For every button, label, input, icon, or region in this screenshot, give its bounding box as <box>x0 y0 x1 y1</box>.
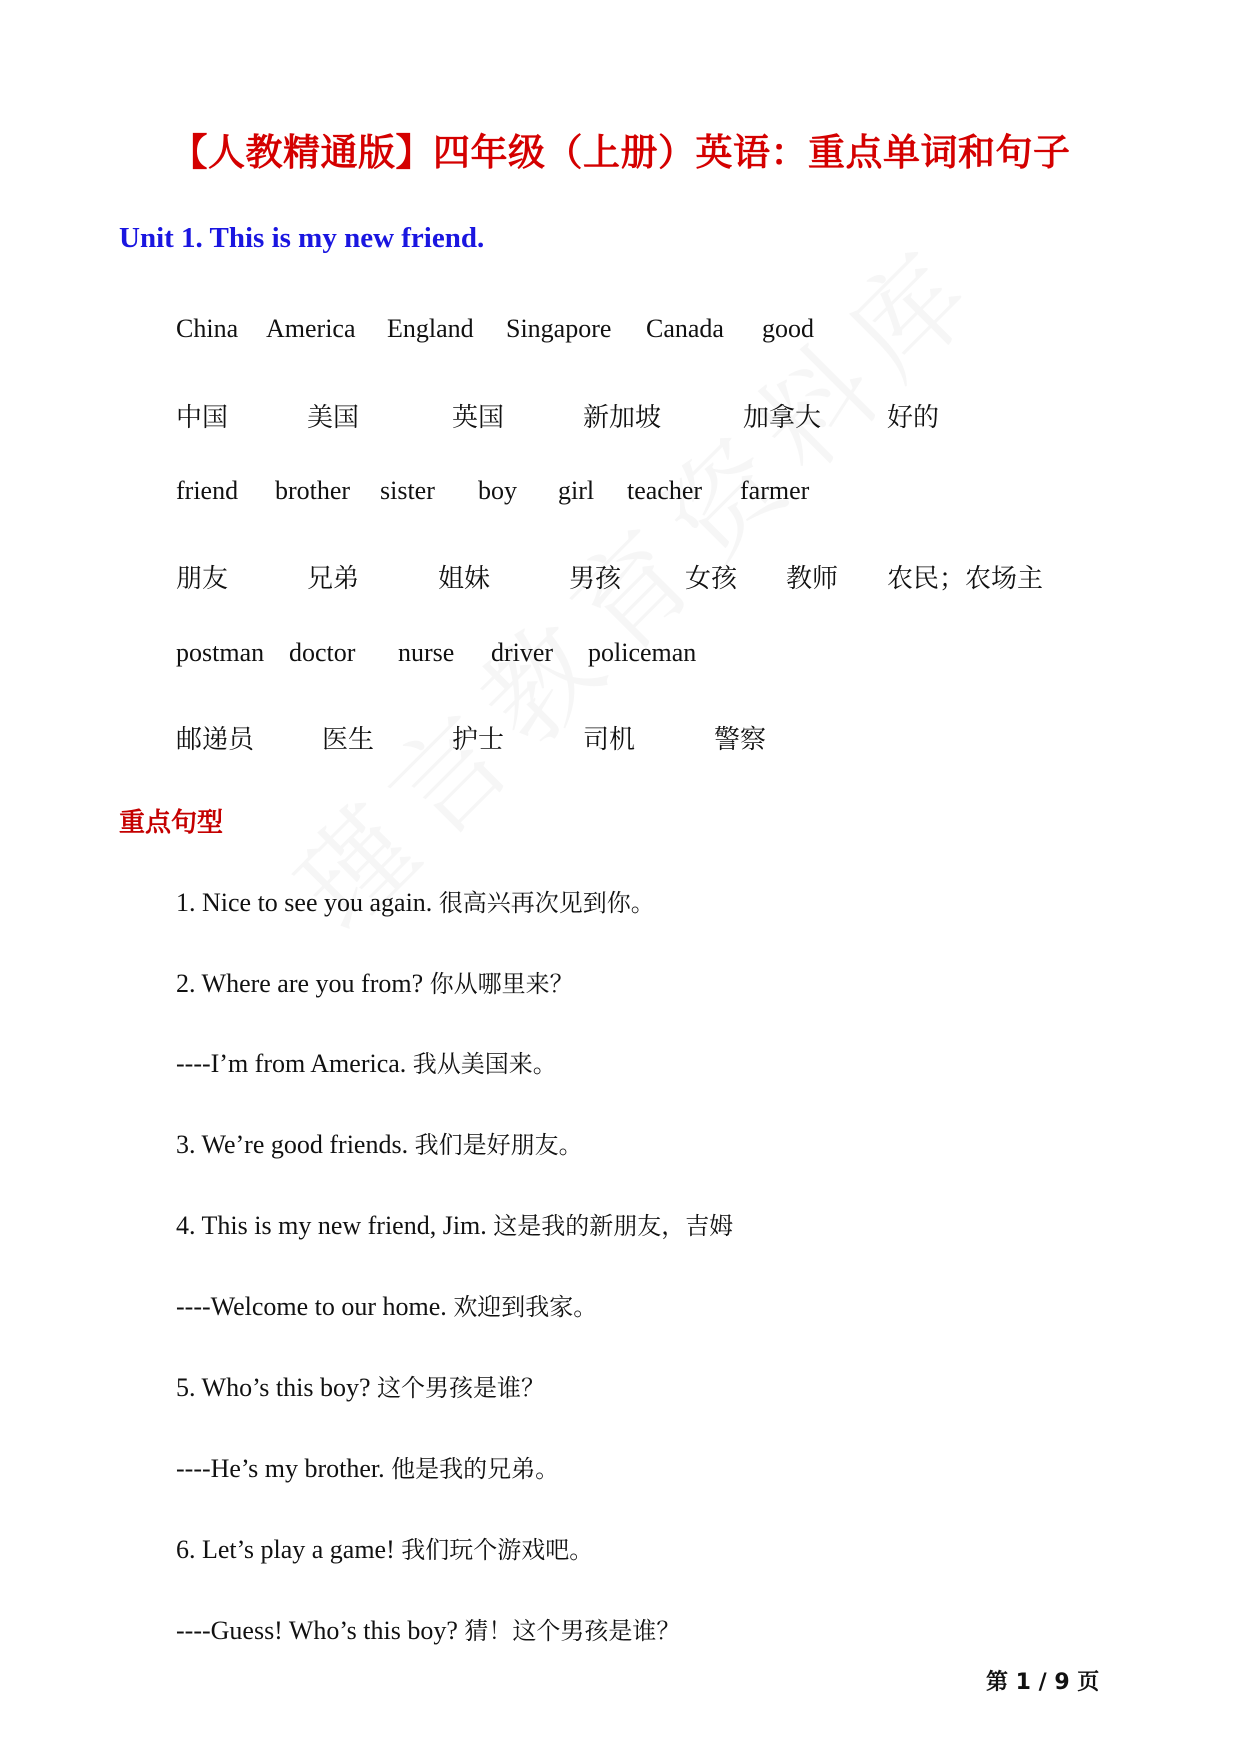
sentence-cn: 我们是好朋友。 <box>414 1131 583 1159</box>
vocab-translation: 女孩 <box>685 564 738 594</box>
vocab-translation: 美国 <box>307 403 360 433</box>
vocab-row <box>0 314 1241 354</box>
vocab-translation: 农民；农场主 <box>887 564 1044 594</box>
vocab-translation: 警察 <box>714 725 767 755</box>
sentence-cn: 这个男孩是谁？ <box>377 1374 546 1402</box>
page-number: 第 1 / 9 页 <box>986 1670 1100 1695</box>
sentence-cn: 我们玩个游戏吧。 <box>401 1536 594 1564</box>
sentence-cn: 你从哪里来？ <box>429 970 574 998</box>
sentence-en: ----He’s my brother. <box>176 1454 392 1483</box>
vocab-row <box>0 638 1241 678</box>
vocab-row <box>0 558 1241 598</box>
vocab-word: nurse <box>398 638 455 667</box>
vocab-translation: 新加坡 <box>583 403 662 433</box>
sentence-en: 2. Where are you from? <box>176 969 430 998</box>
vocab-word: postman <box>176 638 265 667</box>
vocab-word: Canada <box>646 314 724 343</box>
sentence-line <box>176 1449 559 1484</box>
vocab-translation: 加拿大 <box>743 403 822 433</box>
sentence-line <box>176 1287 597 1322</box>
sentence-line <box>176 883 655 918</box>
vocab-translation: 兄弟 <box>307 564 360 594</box>
document-title: 【人教精通版】四年级（上册）英语：重点单词和句子 <box>170 130 1071 174</box>
sentence-en: ----Guess! Who’s this boy? <box>176 1616 465 1645</box>
sentence-line <box>176 1044 557 1079</box>
vocab-word: good <box>762 314 814 343</box>
vocab-word: America <box>266 314 356 343</box>
vocab-translation: 医生 <box>322 725 375 755</box>
sentence-cn: 很高兴再次见到你。 <box>438 889 655 917</box>
sentence-en: 4. This is my new friend, Jim. <box>176 1211 494 1240</box>
key-sentences-heading: 重点句型 <box>119 808 224 838</box>
vocab-word: brother <box>275 476 351 505</box>
sentence-cn: 他是我的兄弟。 <box>391 1455 560 1483</box>
vocab-word: farmer <box>740 476 810 505</box>
vocab-translation: 好的 <box>887 403 940 433</box>
vocab-word: boy <box>478 476 517 505</box>
sentence-line <box>176 1125 583 1160</box>
vocab-row <box>0 719 1241 759</box>
sentence-line <box>176 964 574 999</box>
vocab-word: England <box>387 314 474 343</box>
sentence-line <box>176 1206 733 1241</box>
sentence-en: 5. Who’s this boy? <box>176 1373 378 1402</box>
vocab-word: driver <box>491 638 554 667</box>
sentence-en: 6. Let’s play a game! <box>176 1535 402 1564</box>
vocab-translation: 男孩 <box>569 564 622 594</box>
vocab-word: teacher <box>627 476 703 505</box>
vocab-row <box>0 397 1241 437</box>
vocab-word: doctor <box>289 638 356 667</box>
vocab-word: girl <box>558 476 595 505</box>
vocab-translation: 护士 <box>452 725 505 755</box>
vocab-word: policeman <box>588 638 697 667</box>
sentence-line <box>176 1368 545 1403</box>
sentence-en: ----I’m from America. <box>176 1049 413 1078</box>
vocab-word: friend <box>176 476 239 505</box>
vocab-word: Singapore <box>506 314 612 343</box>
sentence-en: 3. We’re good friends. <box>176 1130 415 1159</box>
sentence-en: ----Welcome to our home. <box>176 1292 454 1321</box>
vocab-translation: 英国 <box>452 403 505 433</box>
sentence-en: 1. Nice to see you again. <box>176 888 439 917</box>
vocab-translation: 邮递员 <box>176 725 255 755</box>
vocab-word: sister <box>380 476 435 505</box>
vocab-row <box>0 476 1241 516</box>
vocab-translation: 朋友 <box>176 564 229 594</box>
sentence-cn: 猜！这个男孩是谁？ <box>464 1617 681 1645</box>
sentence-line <box>176 1530 593 1565</box>
sentence-line <box>176 1611 680 1646</box>
sentence-cn: 这是我的新朋友，吉姆 <box>493 1212 734 1240</box>
vocab-translation: 中国 <box>176 403 229 433</box>
sentence-cn: 我从美国来。 <box>412 1050 557 1078</box>
vocab-translation: 教师 <box>786 564 839 594</box>
vocab-translation: 司机 <box>583 725 636 755</box>
vocab-translation: 姐妹 <box>438 564 491 594</box>
unit-heading: Unit 1. This is my new friend. <box>119 222 485 254</box>
vocab-word: China <box>176 314 239 343</box>
sentence-cn: 欢迎到我家。 <box>453 1293 598 1321</box>
